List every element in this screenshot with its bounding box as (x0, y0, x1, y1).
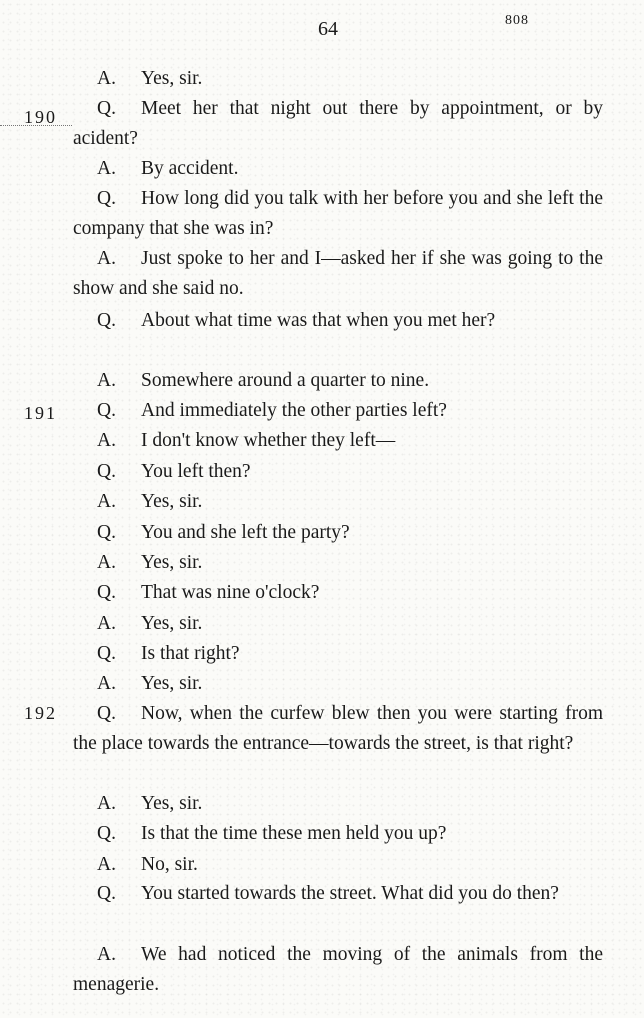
line-text: How long did you talk with her before you and she left the company that she was in? (73, 188, 603, 239)
line-text: Yes, sir. (141, 613, 203, 634)
speaker-label: Q. (97, 522, 116, 543)
line-text: You started towards the street. What did you do then? (141, 883, 559, 904)
line-text: Is that the time these men held you up? (141, 823, 447, 844)
speaker-label: A. (97, 430, 116, 451)
speaker-label: Q. (97, 98, 116, 119)
line-text: You left then? (141, 461, 251, 482)
speaker-label: Q. (97, 400, 116, 421)
speaker-label: A. (97, 370, 116, 391)
transcript-line (73, 366, 603, 396)
transcript-line (73, 639, 603, 669)
speaker-label: A. (97, 673, 116, 694)
transcript-line (73, 548, 603, 578)
speaker-label: Q. (97, 883, 116, 904)
line-text: Yes, sir. (141, 491, 203, 512)
transcript-line (73, 426, 603, 456)
speaker-label: Q. (97, 310, 116, 331)
page-number: 64 (318, 18, 338, 40)
speaker-label: Q. (97, 643, 116, 664)
speaker-label: A. (97, 854, 116, 875)
line-text: I don't know whether they left— (141, 430, 396, 451)
line-text: Yes, sir. (141, 673, 203, 694)
line-text: That was nine o'clock? (141, 582, 320, 603)
folio-number: 808 (505, 13, 529, 28)
line-text: And immediately the other parties left? (141, 400, 447, 421)
speaker-label: Q. (97, 188, 116, 209)
line-text: Yes, sir. (141, 552, 203, 573)
speaker-label: A. (97, 248, 116, 269)
transcript-line (73, 699, 603, 759)
line-text: By accident. (141, 158, 239, 179)
transcript-line (73, 819, 603, 849)
transcript-line (73, 789, 603, 819)
transcript-line (73, 609, 603, 639)
transcript-line (73, 879, 603, 909)
line-text: Yes, sir. (141, 68, 203, 89)
transcript-line (73, 154, 603, 184)
transcript-line (73, 578, 603, 608)
transcript-line (73, 518, 603, 548)
line-text: Yes, sir. (141, 793, 203, 814)
speaker-label: A. (97, 613, 116, 634)
line-text: Somewhere around a quarter to nine. (141, 370, 430, 391)
line-text: Is that right? (141, 643, 240, 664)
transcript-line (73, 487, 603, 517)
line-text: We had noticed the moving of the animals from the menagerie. (73, 944, 603, 995)
line-text: Meet her that night out there by appointment, or by acident? (73, 98, 603, 149)
speaker-label: Q. (97, 823, 116, 844)
transcript-line (73, 396, 603, 426)
speaker-label: Q. (97, 582, 116, 603)
speaker-label: Q. (97, 703, 116, 724)
speaker-label: A. (97, 491, 116, 512)
transcript-line (73, 306, 603, 336)
speaker-label: A. (97, 793, 116, 814)
line-text: About what time was that when you met her? (141, 310, 496, 331)
transcript-line (73, 244, 603, 304)
speaker-label: Q. (97, 461, 116, 482)
line-text: No, sir. (141, 854, 198, 875)
transcript-line (73, 457, 603, 487)
speaker-label: A. (97, 552, 116, 573)
line-text: You and she left the party? (141, 522, 350, 543)
speaker-label: A. (97, 68, 116, 89)
transcript-line (73, 850, 603, 880)
transcript-line (73, 940, 603, 1000)
margin-number: 190 (24, 107, 57, 127)
transcript-line (73, 669, 603, 699)
speaker-label: A. (97, 158, 116, 179)
transcript-line (73, 94, 603, 154)
line-text: Now, when the curfew blew then you were starting from the place towards the entrance—towards the street, is that right? (73, 703, 603, 754)
transcript-line (73, 184, 603, 244)
margin-number: 191 (24, 403, 57, 423)
line-text: Just spoke to her and I—asked her if she was going to the show and she said no. (73, 248, 603, 299)
speaker-label: A. (97, 944, 116, 965)
margin-number: 192 (24, 703, 57, 723)
transcript-line (73, 64, 603, 94)
